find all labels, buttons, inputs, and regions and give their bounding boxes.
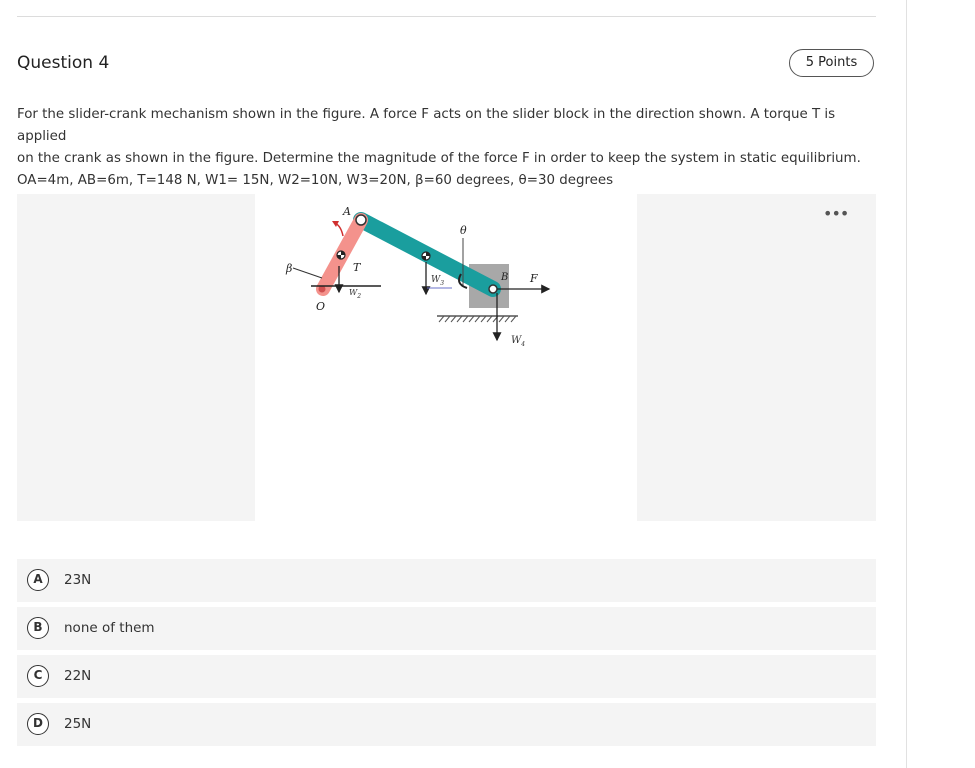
force-f-label: F bbox=[530, 272, 538, 285]
question-body bbox=[17, 104, 872, 192]
option-text: 25N bbox=[64, 716, 92, 732]
option-text: none of them bbox=[64, 620, 155, 636]
figure-backdrop-left bbox=[17, 194, 255, 521]
ground-hatch bbox=[437, 316, 518, 322]
point-b-label: B bbox=[501, 272, 509, 283]
question-body-line: OA=4m, AB=6m, T=148 N, W1= 15N, W2=10N, W3=20N, β=60 degrees, θ=30 degrees bbox=[17, 173, 614, 188]
w3-label: $W_3$ bbox=[431, 275, 445, 287]
point-o-label: O bbox=[316, 300, 326, 313]
question-title: Question 4 bbox=[17, 53, 110, 73]
beta-reference-line bbox=[293, 268, 322, 278]
option-letter-badge: A bbox=[27, 569, 49, 591]
crank-mass-center bbox=[337, 251, 345, 259]
coupler-mass-center bbox=[422, 252, 430, 260]
question-body-line: on the crank as shown in the figure. Determine the magnitude of the force F in order to keep the system in static equilibrium. bbox=[17, 151, 861, 166]
right-divider bbox=[906, 0, 907, 768]
option-letter-badge: C bbox=[27, 665, 49, 687]
option-text: 22N bbox=[64, 668, 92, 684]
option-text: 23N bbox=[64, 572, 92, 588]
slider-crank-diagram bbox=[255, 194, 637, 521]
option-letter-badge: B bbox=[27, 617, 49, 639]
points-badge: 5 Points bbox=[789, 49, 874, 77]
w2-label: $W_2$ bbox=[349, 288, 362, 300]
point-a-label: A bbox=[343, 205, 351, 218]
beta-label: β bbox=[286, 262, 293, 275]
pin-a bbox=[356, 215, 366, 225]
option-b[interactable] bbox=[17, 607, 876, 650]
question-figure-area bbox=[17, 194, 876, 521]
more-options-icon[interactable]: ••• bbox=[823, 204, 849, 223]
option-a[interactable] bbox=[17, 559, 876, 602]
option-letter-badge: D bbox=[27, 713, 49, 735]
question-body-line: For the slider-crank mechanism shown in the figure. A force F acts on the slider block in the direction shown. A torque T is applied bbox=[17, 107, 836, 144]
option-c[interactable] bbox=[17, 655, 876, 698]
slider-crank-figure[interactable] bbox=[255, 194, 637, 521]
top-divider bbox=[17, 16, 876, 17]
theta-label: θ bbox=[460, 224, 467, 237]
w4-label: $W_4$ bbox=[511, 335, 526, 348]
figure-backdrop-right bbox=[637, 194, 876, 521]
option-d[interactable] bbox=[17, 703, 876, 746]
pin-b bbox=[489, 285, 497, 293]
torque-label: T bbox=[353, 261, 361, 274]
